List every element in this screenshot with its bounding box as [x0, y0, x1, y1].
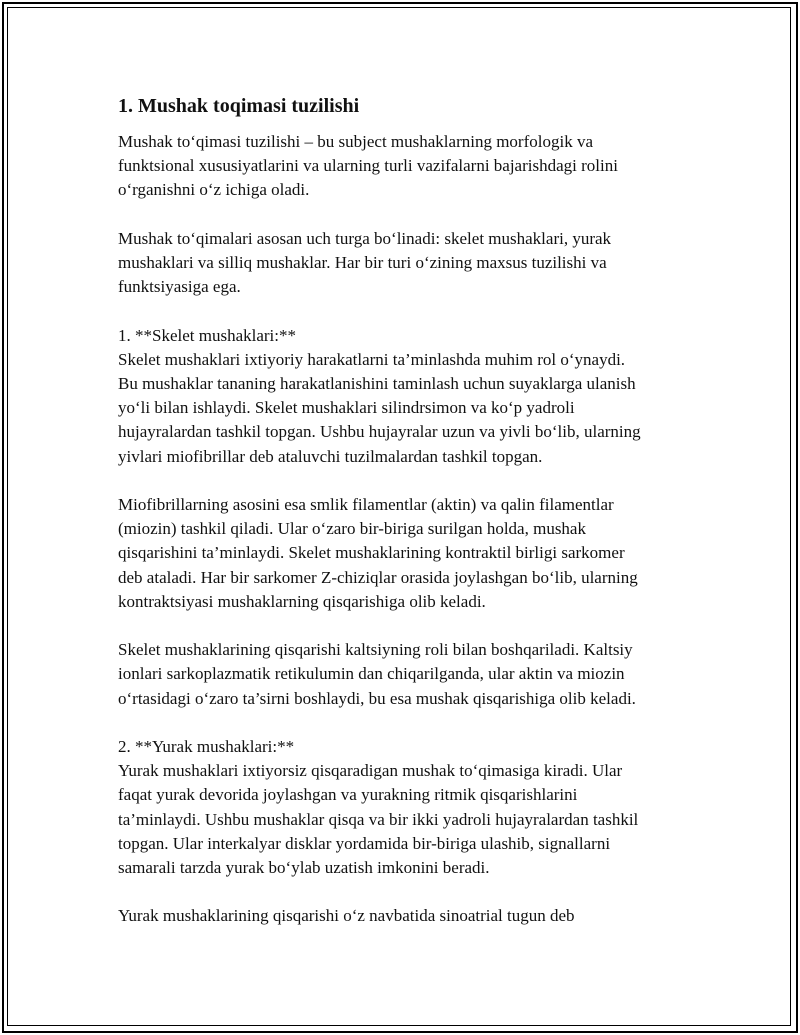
section-title: 1. Mushak toqimasi tuzilishi	[118, 95, 360, 117]
text-line: faqat yurak devorida joylashgan va yurakning ritmik qisqarishlarini	[118, 785, 578, 805]
text-line: topgan. Ular interkalyar disklar yordamida bir-biriga ulashib, signallarni	[118, 833, 611, 853]
text-line: Mushak to‘qimasi tuzilishi – bu subject mushaklarning morfologik va	[118, 132, 593, 151]
text-line: kontraktsiyasi mushaklarning qisqarishiga olib keladi.	[118, 591, 486, 611]
paragraph-types	[118, 227, 698, 300]
text-line: Miofibrillarning asosini esa smlik filamentlar (aktin) va qalin filamentlar	[118, 495, 614, 514]
paragraph-calcium	[118, 638, 698, 711]
paragraph-cardiac	[118, 735, 698, 880]
text-line: (miozin) tashkil qiladi. Ular o‘zaro bir-biriga surilgan holda, mushak	[118, 519, 586, 539]
text-line: qisqarishini ta’minlaydi. Skelet mushaklarining kontraktil birligi sarkomer	[118, 543, 625, 563]
text-line: Yurak mushaklarining qisqarishi o‘z navbatida sinoatrial tugun deb	[118, 906, 575, 926]
text-line: yo‘li bilan ishlaydi. Skelet mushaklari silindrsimon va ko‘p yadroli	[118, 398, 575, 418]
text-line: mushaklari va silliq mushaklar. Har bir turi o‘zining maxsus tuzilishi va	[118, 253, 607, 272]
text-line: Skelet mushaklari ixtiyoriy harakatlarni ta’minlashda muhim rol o‘ynaydi.	[118, 349, 626, 369]
text-line: yivlari miofibrillar deb ataluvchi tuzilmalardan tashkil topgan.	[118, 446, 543, 466]
text-line: ionlari sarkoplazmatik retikulumin dan chiqarilganda, ular aktin va miozin	[118, 664, 625, 684]
paragraph-myofibrils	[118, 493, 698, 614]
paragraph-skeletal	[118, 324, 698, 469]
text-line: Skelet mushaklarining qisqarishi kaltsiyning roli bilan boshqariladi. Kaltsiy	[118, 640, 633, 660]
text-line: Mushak to‘qimalari asosan uch turga bo‘linadi: skelet mushaklari, yurak	[118, 228, 612, 248]
text-line: Bu mushaklar tananing harakatlanishini taminlash uchun suyaklarga ulanish	[118, 374, 636, 393]
document-page	[118, 93, 698, 953]
paragraph-intro	[118, 130, 698, 203]
text-line: o‘rganishni o‘z ichiga oladi.	[118, 180, 310, 200]
text-line: funktsiyasiga ega.	[118, 277, 241, 297]
text-line: hujayralardan tashkil topgan. Ushbu hujayralar uzun va yivli bo‘lib, ularning	[118, 422, 641, 442]
list-heading: 2. **Yurak mushaklari:**	[118, 737, 295, 756]
text-line: ta’minlaydi. Ushbu mushaklar qisqa va bir ikki yadroli hujayralardan tashkil	[118, 809, 639, 829]
text-line: o‘rtasidagi o‘zaro ta’sirni boshlaydi, bu esa mushak qisqarishiga olib keladi.	[118, 688, 636, 708]
paragraph-cardiac-contraction	[118, 904, 698, 928]
text-line: deb ataladi. Har bir sarkomer Z-chiziqlar orasida joylashgan bo‘lib, ularning	[118, 567, 638, 587]
text-line: funktsional xususiyatlarini va ularning turli vazifalarni bajarishdagi rolini	[118, 156, 618, 176]
text-line: Yurak mushaklari ixtiyorsiz qisqaradigan mushak to‘qimasiga kiradi. Ular	[118, 761, 623, 781]
text-line: samarali tarzda yurak bo‘ylab uzatish imkonini beradi.	[118, 858, 490, 878]
list-heading: 1. **Skelet mushaklari:**	[118, 325, 297, 345]
